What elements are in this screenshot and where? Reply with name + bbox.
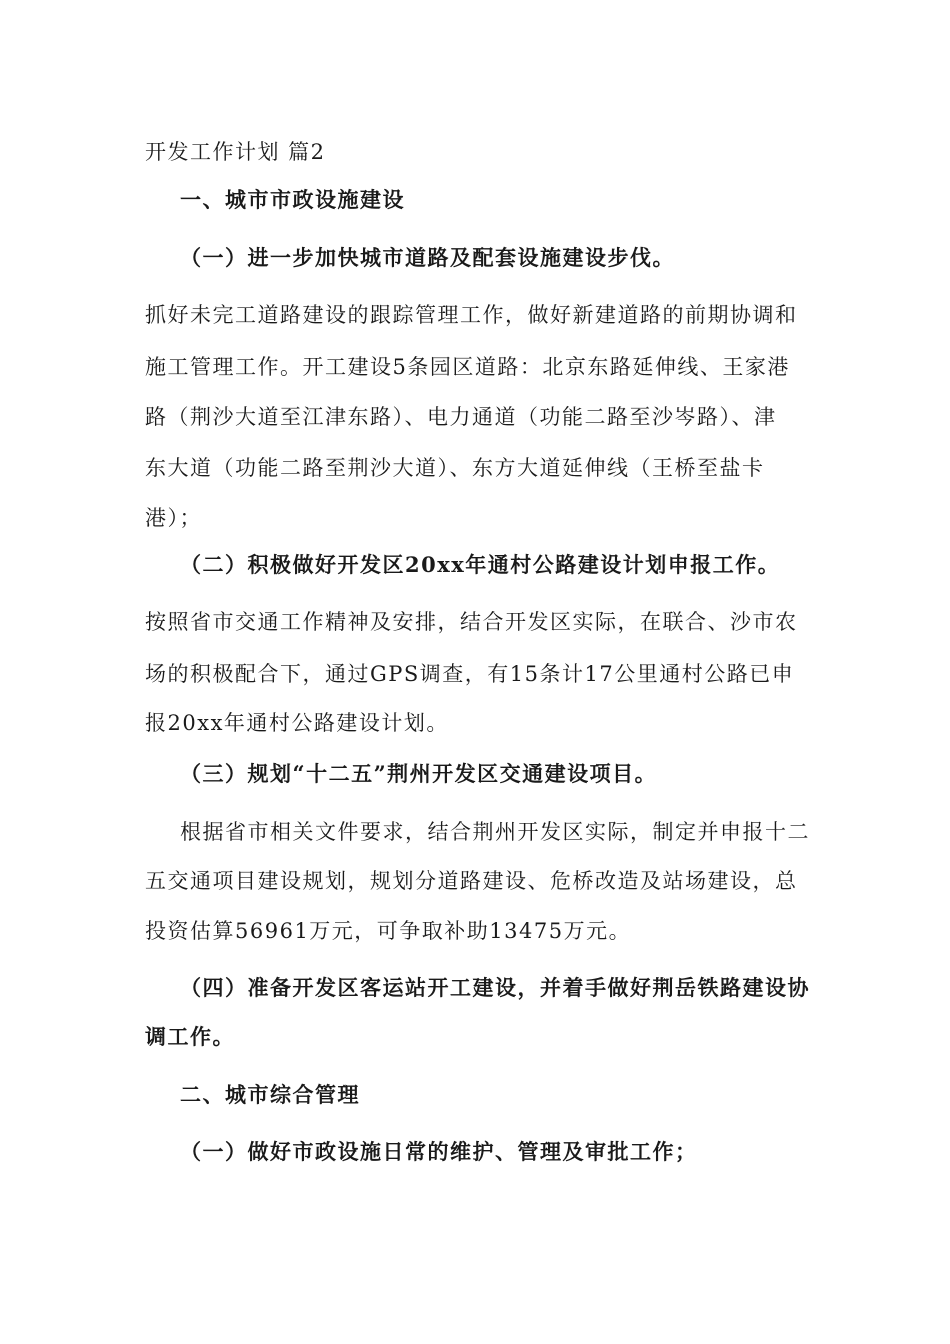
subsection-heading-1-3: （三）规划“十二五”荆州开发区交通建设项目。 (180, 761, 658, 786)
section-heading-1: 一、城市市政设施建设 (180, 187, 405, 212)
paragraph-line: 路（荆沙大道至江津东路）、电力通道（功能二路至沙岑路）、津 (145, 405, 777, 429)
paragraph-line: 施工管理工作。开工建设5条园区道路：北京东路延伸线、王家港 (145, 355, 790, 379)
paragraph-line: 五交通项目建设规划，规划分道路建设、危桥改造及站场建设，总 (145, 869, 798, 893)
subsection-heading-1-1: （一）进一步加快城市道路及配套设施建设步伐。 (180, 245, 675, 270)
subsection-heading-1-4: （四）准备开发区客运站开工建设，并着手做好荆岳铁路建设协 (180, 975, 810, 1000)
subsection-heading-1-2: （二）积极做好开发区20xx年通村公路建设计划申报工作。 (180, 552, 781, 577)
paragraph-line: 根据省市相关文件要求，结合荆州开发区实际，制定并申报十二 (180, 820, 810, 844)
paragraph-line: 抓好未完工道路建设的跟踪管理工作，做好新建道路的前期协调和 (145, 303, 798, 327)
paragraph-line: 场的积极配合下，通过GPS调查，有15条计17公里通村公路已申 (145, 662, 795, 686)
section-heading-2: 二、城市综合管理 (180, 1082, 360, 1107)
paragraph-line: 东大道（功能二路至荆沙大道）、东方大道延伸线（王桥至盐卡 (145, 456, 765, 480)
paragraph-line: 港）； (145, 506, 202, 530)
subsection-heading-1-4-cont: 调工作。 (145, 1024, 235, 1049)
paragraph-line: 投资估算56961万元，可争取补助13475万元。 (145, 919, 632, 943)
subsection-heading-2-1: （一）做好市政设施日常的维护、管理及审批工作； (180, 1139, 698, 1164)
document-title: 开发工作计划 篇2 (145, 140, 326, 164)
paragraph-line: 按照省市交通工作精神及安排，结合开发区实际，在联合、沙市农 (145, 610, 798, 634)
paragraph-line: 报20xx年通村公路建设计划。 (145, 711, 449, 735)
